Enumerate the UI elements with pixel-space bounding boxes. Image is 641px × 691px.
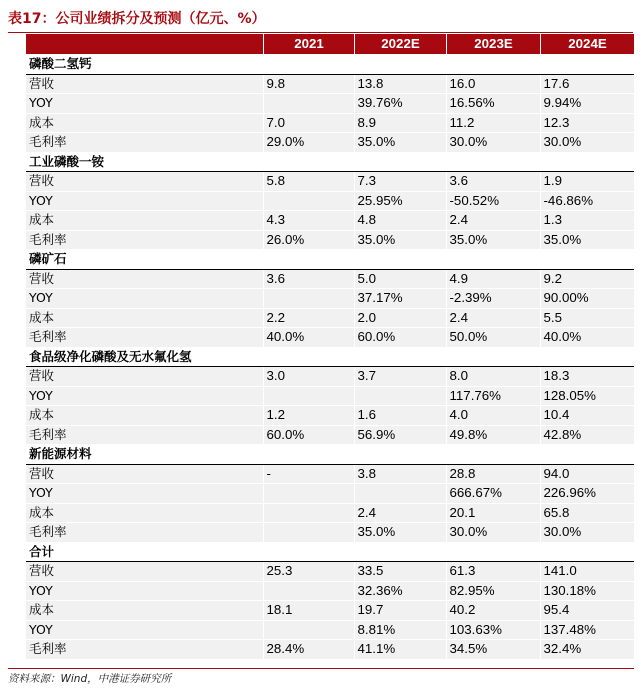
table-row <box>26 191 634 211</box>
value-cell: 137.48% <box>540 620 634 640</box>
row-label: 毛利率 <box>26 523 263 543</box>
row-label: YOY <box>26 484 263 504</box>
value-cell: 90.00% <box>540 289 634 309</box>
value-cell: 56.9% <box>354 425 446 445</box>
value-cell: 2.2 <box>263 308 354 328</box>
value-cell <box>263 386 354 406</box>
value-cell: 5.5 <box>540 308 634 328</box>
row-label: YOY <box>26 94 263 114</box>
section-header-row <box>26 542 634 562</box>
row-label: YOY <box>26 386 263 406</box>
row-label: 毛利率 <box>26 230 263 250</box>
value-cell: 26.0% <box>263 230 354 250</box>
value-cell: 12.3 <box>540 113 634 133</box>
value-cell: 49.8% <box>446 425 540 445</box>
value-cell: 28.4% <box>263 640 354 660</box>
row-label: 营收 <box>26 367 263 387</box>
value-cell: -46.86% <box>540 191 634 211</box>
value-cell: 5.0 <box>354 269 446 289</box>
value-cell: 3.8 <box>354 464 446 484</box>
value-cell: 60.0% <box>354 328 446 348</box>
value-cell <box>263 503 354 523</box>
value-cell: 2.4 <box>446 308 540 328</box>
value-cell: 34.5% <box>446 640 540 660</box>
value-cell: 4.0 <box>446 406 540 426</box>
value-cell: 40.2 <box>446 601 540 621</box>
value-cell: 28.8 <box>446 464 540 484</box>
header-year-2023e: 2023E <box>446 34 540 55</box>
value-cell: 9.2 <box>540 269 634 289</box>
table-row <box>26 562 634 582</box>
table-row <box>26 74 634 94</box>
value-cell: 30.0% <box>446 133 540 153</box>
value-cell: 1.9 <box>540 172 634 192</box>
value-cell: 94.0 <box>540 464 634 484</box>
row-label: 成本 <box>26 211 263 231</box>
table-row <box>26 503 634 523</box>
value-cell: 8.81% <box>354 620 446 640</box>
value-cell: 32.36% <box>354 581 446 601</box>
value-cell: 7.3 <box>354 172 446 192</box>
table-row <box>26 269 634 289</box>
value-cell: 13.8 <box>354 74 446 94</box>
value-cell: 42.8% <box>540 425 634 445</box>
table-row <box>26 289 634 309</box>
table-row <box>26 328 634 348</box>
header-year-2021: 2021 <box>263 34 354 55</box>
row-label: 成本 <box>26 406 263 426</box>
value-cell: 16.56% <box>446 94 540 114</box>
section-name: 新能源材料 <box>26 445 634 465</box>
value-cell: 9.94% <box>540 94 634 114</box>
value-cell <box>263 523 354 543</box>
value-cell: 128.05% <box>540 386 634 406</box>
table-row <box>26 523 634 543</box>
value-cell: 117.76% <box>446 386 540 406</box>
value-cell: 35.0% <box>354 133 446 153</box>
value-cell: 11.2 <box>446 113 540 133</box>
value-cell: 39.76% <box>354 94 446 114</box>
value-cell: 7.0 <box>263 113 354 133</box>
value-cell <box>263 289 354 309</box>
table-row <box>26 620 634 640</box>
section-header-row <box>26 347 634 367</box>
value-cell: 19.7 <box>354 601 446 621</box>
row-label: 营收 <box>26 74 263 94</box>
table-row <box>26 406 634 426</box>
value-cell: 10.4 <box>540 406 634 426</box>
table-row <box>26 172 634 192</box>
row-label: 营收 <box>26 562 263 582</box>
value-cell: 666.67% <box>446 484 540 504</box>
table-row <box>26 367 634 387</box>
source-note: 资料来源：Wind，中港证券研究所 <box>8 668 634 686</box>
row-label: YOY <box>26 581 263 601</box>
value-cell: 25.3 <box>263 562 354 582</box>
value-cell: 3.0 <box>263 367 354 387</box>
value-cell: 17.6 <box>540 74 634 94</box>
value-cell: 141.0 <box>540 562 634 582</box>
value-cell: 3.6 <box>446 172 540 192</box>
section-name: 磷矿石 <box>26 250 634 270</box>
value-cell: 30.0% <box>540 523 634 543</box>
section-header-row <box>26 152 634 172</box>
value-cell: 37.17% <box>354 289 446 309</box>
value-cell: 9.8 <box>263 74 354 94</box>
value-cell: 2.0 <box>354 308 446 328</box>
value-cell: 35.0% <box>446 230 540 250</box>
row-label: YOY <box>26 191 263 211</box>
table-row <box>26 425 634 445</box>
header-year-2024e: 2024E <box>540 34 634 55</box>
value-cell: 50.0% <box>446 328 540 348</box>
row-label: 成本 <box>26 503 263 523</box>
header-year-2022e: 2022E <box>354 34 446 55</box>
value-cell: 20.1 <box>446 503 540 523</box>
value-cell: 60.0% <box>263 425 354 445</box>
value-cell: 29.0% <box>263 133 354 153</box>
value-cell: 40.0% <box>263 328 354 348</box>
value-cell: 18.3 <box>540 367 634 387</box>
value-cell: 1.6 <box>354 406 446 426</box>
value-cell: 5.8 <box>263 172 354 192</box>
row-label: YOY <box>26 289 263 309</box>
value-cell: 35.0% <box>354 230 446 250</box>
row-label: 成本 <box>26 308 263 328</box>
table-row <box>26 133 634 153</box>
table-row <box>26 464 634 484</box>
value-cell: 82.95% <box>446 581 540 601</box>
value-cell: 61.3 <box>446 562 540 582</box>
section-header-row <box>26 445 634 465</box>
table-row <box>26 308 634 328</box>
section-name: 工业磷酸一铵 <box>26 152 634 172</box>
value-cell <box>263 620 354 640</box>
value-cell <box>263 94 354 114</box>
value-cell <box>354 484 446 504</box>
value-cell: 65.8 <box>540 503 634 523</box>
value-cell: 1.2 <box>263 406 354 426</box>
table-row <box>26 94 634 114</box>
value-cell: 3.6 <box>263 269 354 289</box>
value-cell: 95.4 <box>540 601 634 621</box>
value-cell: 2.4 <box>446 211 540 231</box>
section-name: 合计 <box>26 542 634 562</box>
value-cell: 35.0% <box>354 523 446 543</box>
table-row <box>26 113 634 133</box>
value-cell: 25.95% <box>354 191 446 211</box>
value-cell: 32.4% <box>540 640 634 660</box>
value-cell: 41.1% <box>354 640 446 660</box>
value-cell: 4.9 <box>446 269 540 289</box>
section-name: 磷酸二氢钙 <box>26 55 634 75</box>
table-row <box>26 386 634 406</box>
section-header-row <box>26 55 634 75</box>
value-cell: 35.0% <box>540 230 634 250</box>
value-cell: 8.0 <box>446 367 540 387</box>
value-cell: - <box>263 464 354 484</box>
table-row <box>26 640 634 660</box>
table-row <box>26 230 634 250</box>
value-cell: -50.52% <box>446 191 540 211</box>
value-cell: 40.0% <box>540 328 634 348</box>
row-label: 成本 <box>26 113 263 133</box>
value-cell <box>263 581 354 601</box>
value-cell <box>263 484 354 504</box>
value-cell: 4.8 <box>354 211 446 231</box>
value-cell <box>354 386 446 406</box>
row-label: 营收 <box>26 269 263 289</box>
row-label: YOY <box>26 620 263 640</box>
financial-forecast-table <box>26 34 635 660</box>
value-cell: 30.0% <box>540 133 634 153</box>
value-cell: 2.4 <box>354 503 446 523</box>
table-row <box>26 211 634 231</box>
table-row <box>26 581 634 601</box>
row-label: 毛利率 <box>26 328 263 348</box>
table-row <box>26 484 634 504</box>
value-cell: 1.3 <box>540 211 634 231</box>
section-header-row <box>26 250 634 270</box>
row-label: 营收 <box>26 172 263 192</box>
value-cell: 8.9 <box>354 113 446 133</box>
value-cell: 226.96% <box>540 484 634 504</box>
table-body <box>26 55 634 660</box>
row-label: 毛利率 <box>26 133 263 153</box>
value-cell: 3.7 <box>354 367 446 387</box>
header-row <box>26 34 634 55</box>
row-label: 营收 <box>26 464 263 484</box>
value-cell: 4.3 <box>263 211 354 231</box>
header-blank <box>26 34 263 55</box>
table-row <box>26 601 634 621</box>
value-cell: 33.5 <box>354 562 446 582</box>
row-label: 毛利率 <box>26 640 263 660</box>
value-cell: 103.63% <box>446 620 540 640</box>
value-cell: 30.0% <box>446 523 540 543</box>
row-label: 毛利率 <box>26 425 263 445</box>
value-cell: 130.18% <box>540 581 634 601</box>
table-title: 表17：公司业绩拆分及预测（亿元、%） <box>8 6 633 33</box>
value-cell: 18.1 <box>263 601 354 621</box>
value-cell <box>263 191 354 211</box>
value-cell: -2.39% <box>446 289 540 309</box>
value-cell: 16.0 <box>446 74 540 94</box>
row-label: 成本 <box>26 601 263 621</box>
section-name: 食品级净化磷酸及无水氟化氢 <box>26 347 634 367</box>
